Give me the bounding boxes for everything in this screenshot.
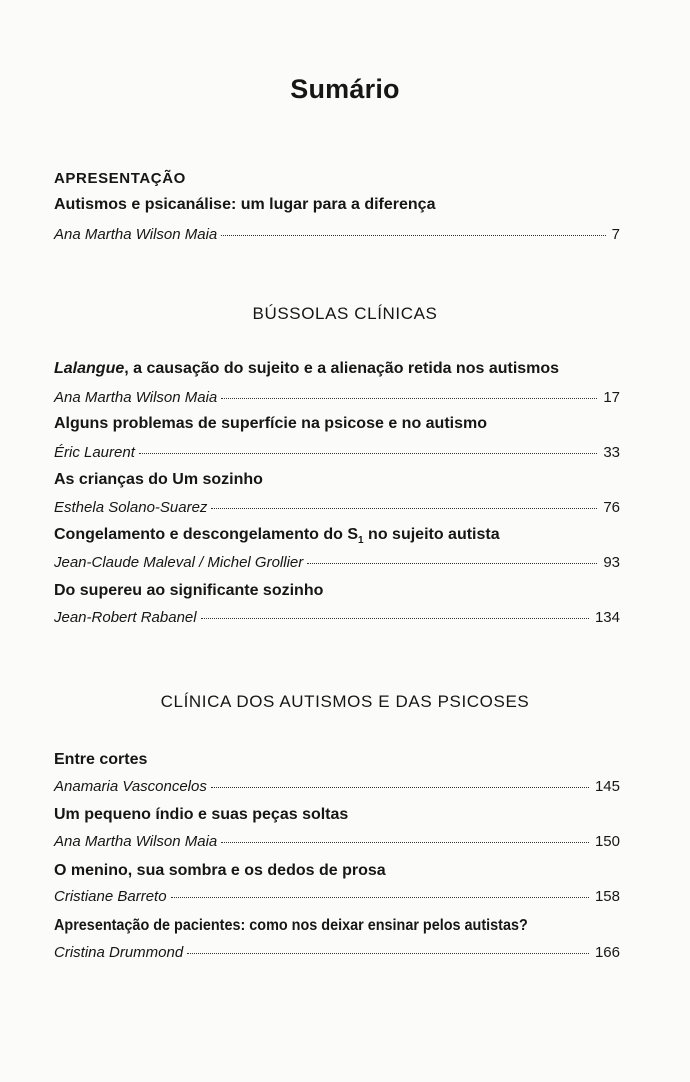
entry-page-number: 17 <box>603 389 620 406</box>
entry-page-number: 93 <box>603 554 620 571</box>
entry-page-number: 7 <box>611 226 620 243</box>
dot-leader <box>221 398 597 399</box>
entry-page-number: 150 <box>594 833 620 850</box>
entry-title <box>54 360 559 378</box>
entry-title-subscript: 1 <box>358 535 364 547</box>
entry-title: O menino, sua sombra e os dedos de prosa <box>54 862 386 879</box>
entry-title: Do supereu ao significante sozinho <box>54 582 324 599</box>
dot-leader <box>171 897 589 898</box>
entry-title-rest: , a causação do sujeito e a alienação retida nos autismos <box>124 360 560 377</box>
entry-author: Ana Martha Wilson Maia <box>54 389 218 406</box>
dot-leader <box>221 842 589 843</box>
section-title: CLÍNICA DOS AUTISMOS E DAS PSICOSES <box>160 692 530 711</box>
dot-leader <box>307 563 597 564</box>
entry-title-before: Congelamento e descongelamento do S <box>54 526 359 543</box>
entry-author-line <box>54 833 620 855</box>
entry-author: Ana Martha Wilson Maia <box>54 226 218 243</box>
entry-author: Cristiane Barreto <box>54 888 167 905</box>
entry-author-line <box>54 554 620 576</box>
entry-author-line <box>54 944 620 966</box>
entry-title <box>54 526 500 546</box>
entry-page-number: 145 <box>594 778 620 795</box>
entry-title-after: no sujeito autista <box>363 526 500 543</box>
entry-author: Cristina Drummond <box>54 944 184 961</box>
entry-author-line <box>54 609 620 631</box>
dot-leader <box>201 618 589 619</box>
dot-leader <box>211 508 597 509</box>
entry-page-number: 158 <box>594 888 620 905</box>
presentation-heading: APRESENTAÇÃO <box>54 170 186 187</box>
entry-author-line <box>54 389 620 411</box>
page-title: Sumário <box>290 74 400 104</box>
entry-author: Ana Martha Wilson Maia <box>54 833 218 850</box>
entry-author: Jean-Robert Rabanel <box>54 609 197 626</box>
dot-leader <box>139 453 597 454</box>
dot-leader <box>221 235 605 236</box>
entry-page-number: 76 <box>603 499 620 516</box>
entry-title: Autismos e psicanálise: um lugar para a diferença <box>54 196 436 213</box>
entry-author-line <box>54 444 620 466</box>
entry-page-number: 166 <box>594 944 620 961</box>
entry-author-line <box>54 499 620 521</box>
entry-title: Alguns problemas de superfície na psicose e no autismo <box>54 415 487 432</box>
entry-title: Entre cortes <box>54 751 148 768</box>
entry-page-number: 33 <box>603 444 620 461</box>
entry-author: Anamaria Vasconcelos <box>54 778 207 795</box>
entry-title: Apresentação de pacientes: como nos deixar ensinar pelos autistas? <box>54 917 528 934</box>
dot-leader <box>211 787 589 788</box>
entry-title: Um pequeno índio e suas peças soltas <box>54 806 349 823</box>
entry-title-italic: Lalangue <box>54 360 125 377</box>
entry-author: Éric Laurent <box>54 444 135 461</box>
entry-author-line <box>54 226 620 248</box>
entry-page-number: 134 <box>594 609 620 626</box>
entry-title: As crianças do Um sozinho <box>54 471 263 488</box>
entry-author: Esthela Solano-Suarez <box>54 499 208 516</box>
entry-author: Jean-Claude Maleval / Michel Grollier <box>54 554 304 571</box>
entry-author-line <box>54 778 620 800</box>
section-title: BÚSSOLAS CLÍNICAS <box>252 304 438 323</box>
entry-author-line <box>54 888 620 910</box>
dot-leader <box>187 953 589 954</box>
